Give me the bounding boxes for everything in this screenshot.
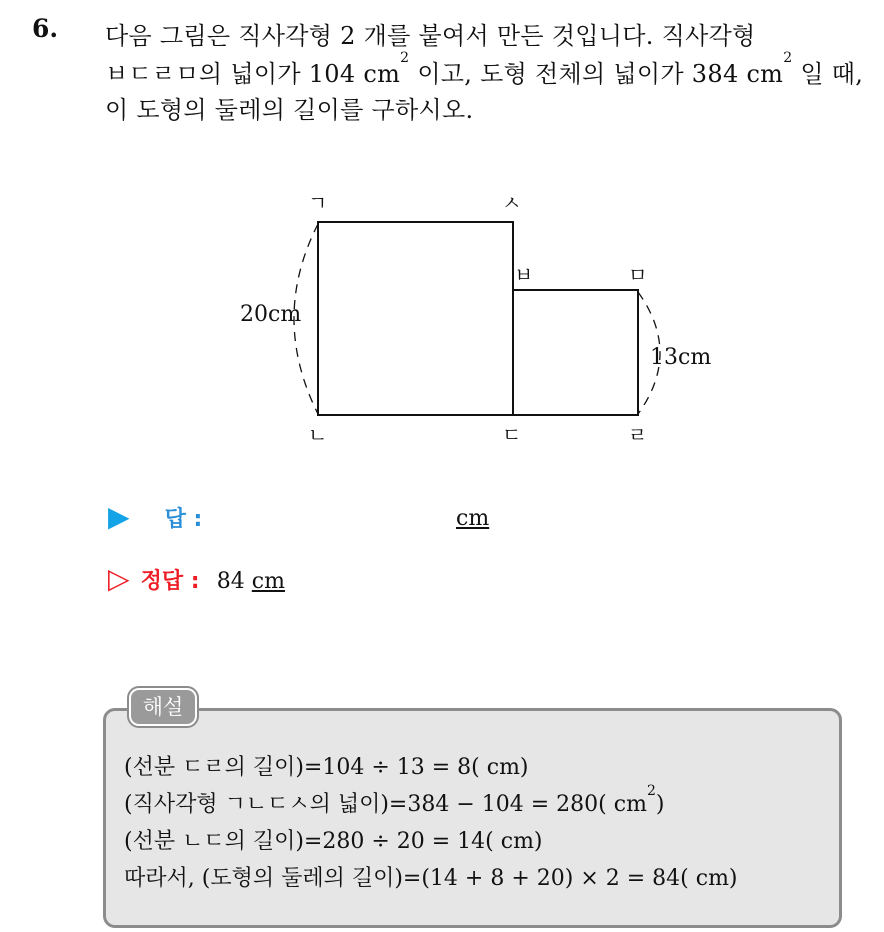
question-text-line-1: 다음 그림은 직사각형 2 개를 붙여서 만든 것입니다. 직사각형 xyxy=(105,22,756,50)
vertex-label-n: ㄴ xyxy=(308,423,328,447)
rectangle-gnds xyxy=(318,222,513,415)
dimension-label-right: 13cm xyxy=(650,345,712,370)
question-text-line-2-part-b: 이고, 도형 전체의 넓이가 384 cm xyxy=(409,60,784,88)
question-text-line-2-part-c: 일 때, xyxy=(792,60,864,88)
explanation-line-2-part-a: (직사각형 ㄱㄴㄷㅅ의 넓이)=384 − 104 = 280( cm xyxy=(124,792,647,817)
question-text-line-2 xyxy=(105,50,864,89)
correct-answer-unit: cm xyxy=(251,569,285,594)
correct-answer-row xyxy=(108,562,285,595)
squared-superscript: 2 xyxy=(400,50,410,66)
squared-superscript: 2 xyxy=(646,783,656,799)
explanation-tag: 해설 xyxy=(129,688,197,726)
vertex-label-b: ㅂ xyxy=(514,263,534,287)
question-text-line-3: 이 도형의 둘레의 길이를 구하시오. xyxy=(105,96,474,124)
dimension-label-left: 20cm xyxy=(240,302,302,327)
question-text-line-2-part-a: ㅂㄷㄹㅁ의 넓이가 104 cm xyxy=(105,60,401,88)
explanation-line-4: 따라서, (도형의 둘레의 길이)=(14 + 8 + 20) × 2 = 84( cm) xyxy=(124,866,738,891)
vertex-label-m: ㅁ xyxy=(628,263,648,287)
vertex-label-g: ㄱ xyxy=(308,191,328,215)
explanation-line-2 xyxy=(124,783,665,818)
answer-row xyxy=(108,500,202,533)
explanation-line-2-part-b: ) xyxy=(655,792,665,817)
vertex-label-r: ㄹ xyxy=(628,423,648,447)
question-number: 6. xyxy=(32,14,59,43)
explanation-box xyxy=(103,708,842,928)
explanation-line-1: (선분 ㄷㄹ의 길이)=104 ÷ 13 = 8( cm) xyxy=(124,755,529,780)
rectangle-figure xyxy=(230,190,730,450)
correct-answer-label: 정답 : xyxy=(140,569,200,594)
correct-marker-icon: ▷ xyxy=(108,562,130,595)
answer-marker-icon: ▶ xyxy=(108,500,130,533)
explanation-line-3: (선분 ㄴㄷ의 길이)=280 ÷ 20 = 14( cm) xyxy=(124,829,543,854)
rectangle-bdrm xyxy=(513,290,638,415)
vertex-label-d: ㄷ xyxy=(502,423,522,447)
vertex-label-s: ㅅ xyxy=(502,191,522,215)
answer-unit: cm xyxy=(456,506,490,531)
correct-answer-value: 84 xyxy=(216,569,245,594)
answer-label: 답 : xyxy=(164,507,203,532)
squared-superscript: 2 xyxy=(783,50,793,66)
